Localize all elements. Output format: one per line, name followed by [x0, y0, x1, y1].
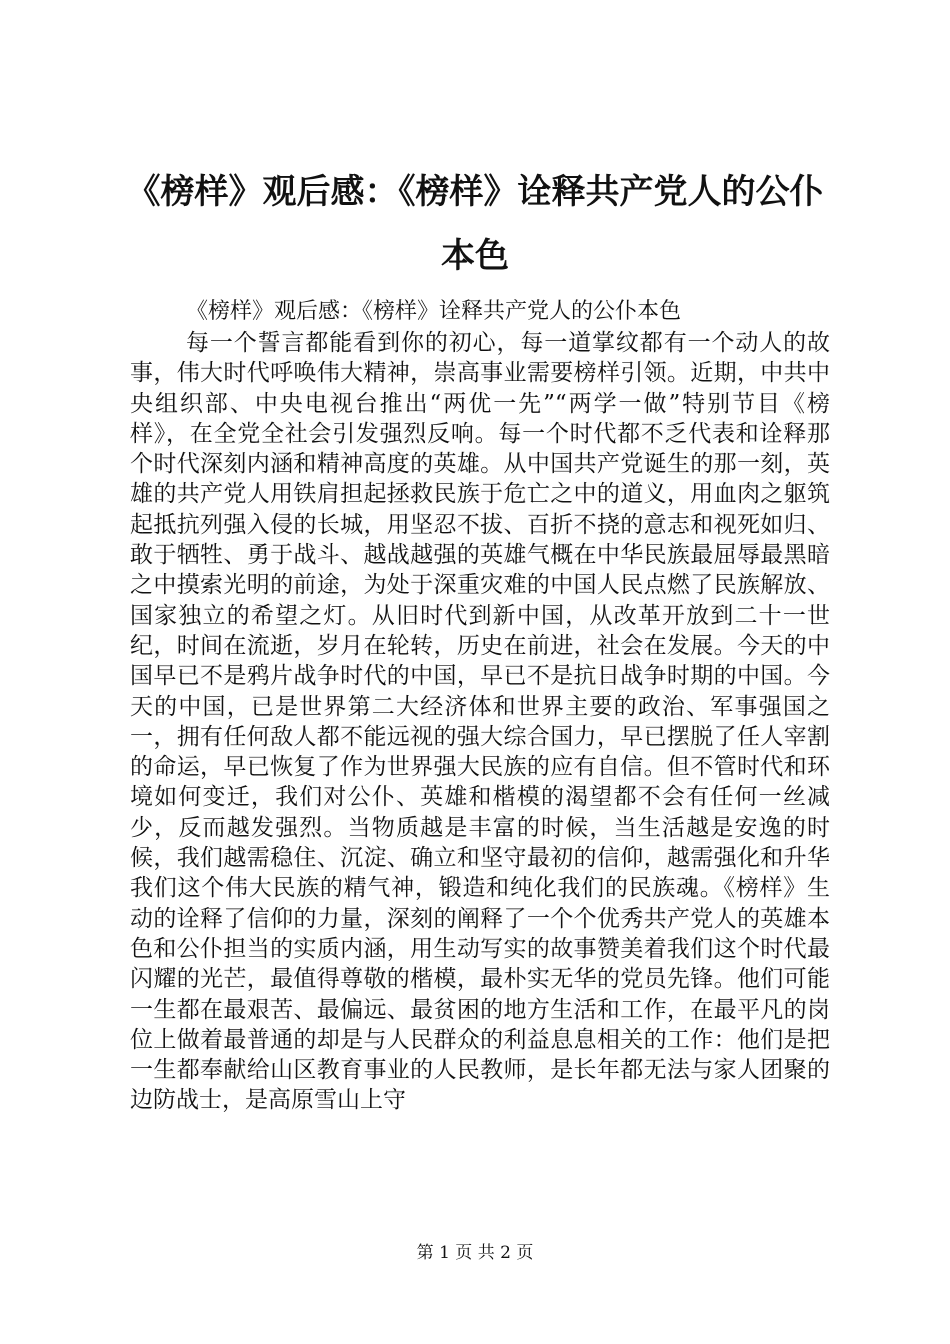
- document-subtitle: 《榜样》观后感：《榜样》诠释共产党人的公仆本色: [186, 299, 682, 324]
- document-title: 《榜样》观后感：《榜样》诠释共产党人的公仆本色: [126, 172, 824, 276]
- page-footer: 第 1 页 共 2 页: [416, 1243, 534, 1263]
- body-paragraph: 每一个誓言都能看到你的初心，每一道掌纹都有一个动人的故事，伟大时代呼唤伟大精神，崇高事业需要榜样引领。近期，中共中央组织部、中央电视台推出“两优一先”“两学一做”特别节目《榜样》，在全党全社会引发强烈反响。每一个时代都不乏代表和诠释那个时代深刻内涵和精神高度的英雄。从中国共产党诞生的那一刻，英雄的共产党人用铁肩担起拯救民族于危亡之中的道义，用血肉之躯筑起抵抗列强入侵的长城，用坚忍不拔、百折不挠的意志和视死如归、敢于牺牲、勇于战斗、越战越强的英雄气概在中华民族最屈辱最黑暗之中摸索光明的前途，为处于深重灾难的中国人民点燃了民族解放、国家独立的希望之灯。从旧时代到新中国，从改革开放到二十一世纪，时间在流逝，岁月在轮转，历史在前进，社会在发展。今天的中国早已不是鸦片战争时代的中国，早已不是抗日战争时期的中国。今天的中国，已是世界第二大经济体和世界主要的政治、军事强国之一，拥有任何敌人都不能远视的强大综合国力，早已摆脱了任人宰割的命运，早已恢复了作为世界强大民族的应有自信。但不管时代和环境如何变迁，我们对公仆、英雄和楷模的渴望都不会有任何一丝减少，反而越发强烈。当物质越是丰富的时候，当生活越是安逸的时候，我们越需稳住、沉淀、确立和坚守最初的信仰，越需强化和升华我们这个伟大民族的精气神，锻造和纯化我们的民族魂。《榜样》生动的诠释了信仰的力量，深刻的阐释了一个个优秀共产党人的英雄本色和公仆担当的实质内涵，用生动写实的故事赞美着我们这个时代最闪耀的光芒，最值得尊敬的楷模，最朴实无华的党员先锋。他们可能一生都在最艰苦、最偏远、最贫困的地方生活和工作，在最平凡的岗位上做着最普通的却是与人民群众的利益息息相关的工作：他们是把一生都奉献给山区教育事业的人民教师，是长年都无法与家人团聚的边防战士，是高原雪山上守: [130, 330, 830, 1114]
